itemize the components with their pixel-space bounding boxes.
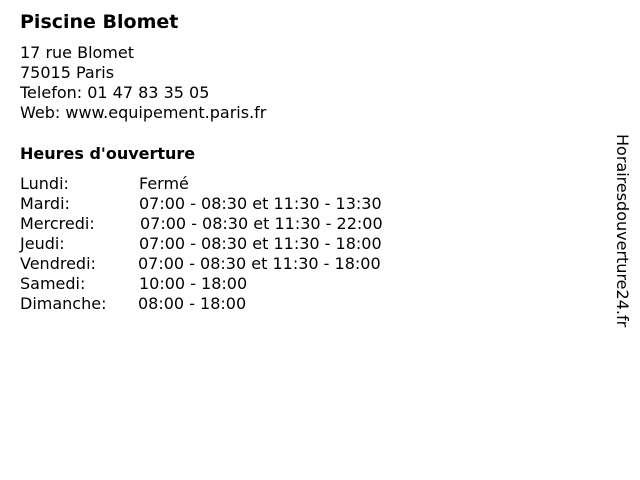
day-label: Jeudi: [20, 234, 65, 253]
day-label: Mercredi: [20, 214, 95, 233]
opening-hours-heading: Heures d'ouverture [20, 144, 196, 163]
address-block [20, 43, 266, 123]
city-postcode: 75015 Paris [20, 63, 115, 82]
place-name: Piscine Blomet [20, 11, 179, 33]
day-label: Vendredi: [20, 254, 96, 273]
street-address: 17 rue Blomet [20, 43, 135, 62]
day-hours: 07:00 - 08:30 et 11:30 - 18:00 [139, 234, 382, 253]
phone-number: Telefon: 01 47 83 35 05 [20, 83, 210, 102]
day-hours: 07:00 - 08:30 et 11:30 - 22:00 [140, 214, 383, 233]
day-hours: 07:00 - 08:30 et 11:30 - 18:00 [138, 254, 381, 273]
day-hours: 07:00 - 08:30 et 11:30 - 13:30 [139, 194, 382, 213]
day-label: Samedi: [20, 274, 86, 293]
day-hours: 10:00 - 18:00 [139, 274, 248, 293]
day-hours: Fermé [139, 174, 189, 193]
day-hours: 08:00 - 18:00 [138, 294, 247, 313]
website-link[interactable]: Web: www.equipement.paris.fr [20, 103, 267, 122]
site-watermark: Horairesdouverture24.fr [613, 134, 632, 328]
day-label: Mardi: [20, 194, 70, 213]
day-label: Lundi: [20, 174, 69, 193]
day-label: Dimanche: [20, 294, 107, 313]
